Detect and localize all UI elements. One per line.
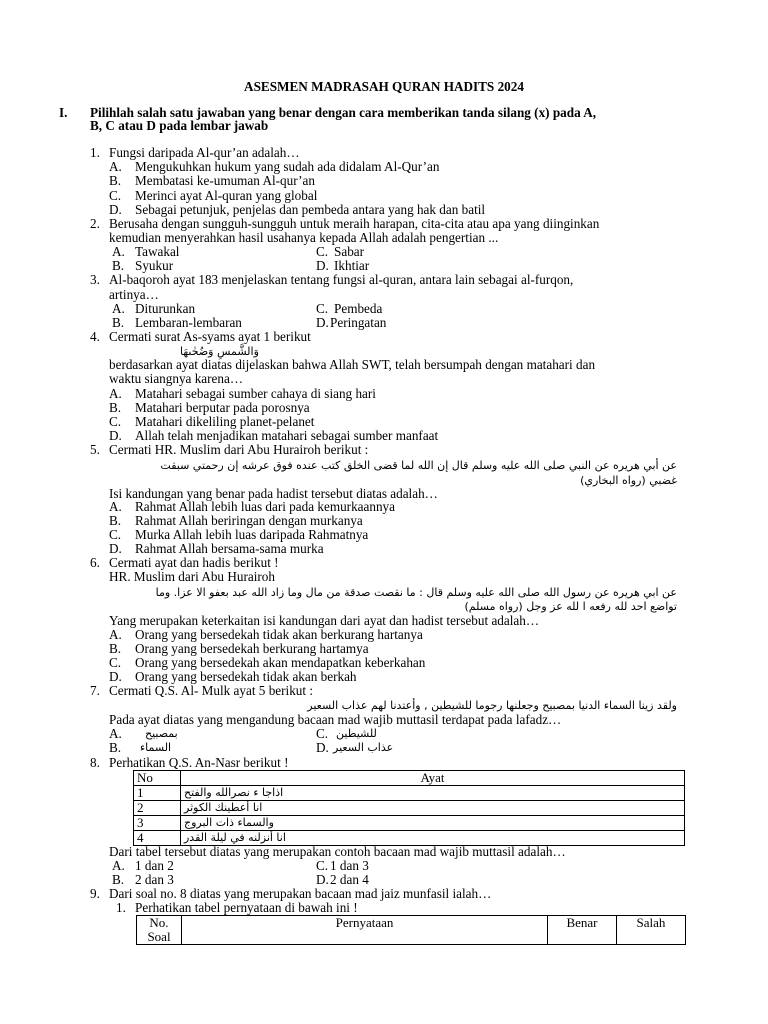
table-cell-no: 1 — [134, 786, 181, 801]
question-7-question: Pada ayat diatas yang mengandung bacaan mad wajib muttasil terdapat pada lafadz… — [109, 712, 562, 727]
question-6-source: HR. Muslim dari Abu Hurairoh — [109, 569, 275, 584]
question-9-text: Dari soal no. 8 diatas yang merupakan bacaan mad jaiz munfasil ialah… — [109, 886, 492, 901]
q2-option-d-text: Ikhtiar — [334, 258, 370, 273]
q6-option-d-text: Orang yang bersedekah tidak akan berkah — [135, 669, 357, 684]
q8-option-b-text: 2 dan 3 — [135, 872, 174, 887]
instruction-line-2: B, C atau D pada lembar jawab — [90, 118, 269, 133]
table-row — [134, 801, 685, 816]
q1-option-a-text: Mengukuhkan hukum yang sudah ada didalam Al-Qur’an — [135, 159, 440, 174]
q6-option-b-label: B. — [109, 641, 122, 656]
question-5-arabic-line-2: غضبي (رواه البخاري) — [580, 474, 677, 487]
q2-option-b-text: Syukur — [135, 258, 174, 273]
question-7-text: Cermati Q.S. Al- Mulk ayat 5 berikut : — [109, 683, 314, 698]
q4-option-b-label: B. — [109, 400, 122, 415]
table-header-no-soal — [137, 916, 182, 945]
q4-option-c-label: C. — [109, 414, 122, 429]
q2-option-d-label: D. — [316, 258, 329, 273]
question-3-line-1: Al-baqoroh ayat 183 menjelaskan tentang fungsi al-quran, antara lain sebagai al-furqon, — [109, 272, 574, 287]
question-5-arabic-line-1: عن أبي هريره عن النبي صلى الله عليه وسلم قال إن الله لما قضى الخلق كتب عنده فوق عرشه إن رحمتي سبقت — [160, 459, 677, 472]
instruction-line-1: Pilihlah salah satu jawaban yang benar dengan cara memberikan tanda silang (x) pada A, — [90, 105, 597, 120]
question-7-number: 7. — [90, 683, 100, 698]
question-6-arabic-line-1: عن ابي هريره عن رسول الله صلى الله عليه وسلم قال : ما نقصت صدقة من مال وما زاد الله عبد بعفو الا عزا. وما — [155, 586, 677, 599]
q3-option-c-text: Pembeda — [334, 301, 383, 316]
q5-option-d-text: Rahmat Allah bersama-sama murka — [135, 541, 324, 556]
table-cell-ayat: انا أعطينك الكوثر — [181, 801, 685, 816]
q6-option-b-text: Orang yang bersedekah berkurang hartamya — [135, 641, 369, 656]
q4-option-a-label: A. — [109, 386, 122, 401]
q7-option-a-label: A. — [109, 726, 122, 741]
question-8-number: 8. — [90, 755, 100, 770]
q1-option-b-text: Membatasi ke-umuman Al-qur’an — [135, 173, 315, 188]
question-2-line-2: kemudian menyerahkan hasil usahanya kepada Allah adalah pengertian ... — [109, 230, 499, 245]
q8-option-d-label: D. — [316, 872, 329, 887]
q8-option-c-text: 1 dan 3 — [330, 858, 369, 873]
q7-option-d-label: D. — [316, 740, 329, 755]
question-5-text: Cermati HR. Muslim dari Abu Hurairoh berikut : — [109, 442, 369, 457]
question-5-question: Isi kandungan yang benar pada hadist tersebut diatas adalah… — [109, 486, 438, 501]
q3-option-a-label: A. — [112, 301, 125, 316]
question-8-question: Dari tabel tersebut diatas yang merupakan contoh bacaan mad wajib muttasil adalah… — [109, 844, 566, 859]
q1-option-b-label: B. — [109, 173, 122, 188]
question-3-line-2: artinya… — [109, 287, 159, 302]
q3-option-d-label: D. — [316, 315, 329, 330]
q4-option-c-text: Matahari dikeliling planet-pelanet — [135, 414, 315, 429]
header-soal-label: Soal — [147, 929, 171, 944]
question-4-line-3: waktu siangnya karena… — [109, 371, 244, 386]
question-3-number: 3. — [90, 272, 100, 287]
table-cell-no: 2 — [134, 801, 181, 816]
q7-option-c-label: C. — [316, 726, 329, 741]
q2-option-c-text: Sabar — [334, 244, 365, 259]
q5-option-b-text: Rahmat Allah beriringan dengan murkanya — [135, 513, 363, 528]
q5-option-d-label: D. — [109, 541, 122, 556]
q4-option-d-label: D. — [109, 428, 122, 443]
q3-option-c-label: C. — [316, 301, 329, 316]
q8-option-a-label: A. — [112, 858, 125, 873]
q5-option-b-label: B. — [109, 513, 122, 528]
page-title: ASESMEN MADRASAH QURAN HADITS 2024 — [244, 79, 524, 94]
q6-option-c-label: C. — [109, 655, 122, 670]
q2-option-a-label: A. — [112, 244, 125, 259]
q6-option-d-label: D. — [109, 669, 122, 684]
ayat-table — [133, 770, 685, 846]
q2-option-b-label: B. — [112, 258, 125, 273]
sub-question-1-number: 1. — [116, 900, 126, 915]
q1-option-d-text: Sebagai petunjuk, penjelas dan pembeda antara yang hak dan batil — [135, 202, 486, 217]
table-row — [134, 816, 685, 831]
question-6-text: Cermati ayat dan hadis berikut ! — [109, 555, 279, 570]
q4-option-d-text: Allah telah menjadikan matahari sebagai sumber manfaat — [135, 428, 439, 443]
table-cell-ayat: اذاجا ء نصرالله والفتح — [181, 786, 685, 801]
q7-option-a-text: بمصبيح — [145, 727, 178, 740]
statement-table — [136, 915, 686, 945]
question-1-number: 1. — [90, 145, 100, 160]
header-no-label: No. — [149, 915, 169, 930]
q5-option-c-label: C. — [109, 527, 122, 542]
question-7-arabic: ولقد زينا السماء الدنيا بمصبيح وجعلنها رجوما للشيطين , وأعتدنا لهم عذاب السعير — [307, 699, 677, 712]
q1-option-c-label: C. — [109, 188, 122, 203]
q6-option-a-text: Orang yang bersedekah tidak akan berkurang hartanya — [135, 627, 423, 642]
q7-option-d-text: عذاب السعير — [333, 741, 394, 754]
question-4-arabic: وَالشَّمسِ وَضُحٰىهَا — [180, 345, 259, 358]
question-4-number: 4. — [90, 329, 100, 344]
table-header-no: No — [134, 771, 181, 786]
table-cell-ayat: انا أنزلنه في ليلة القدر — [181, 831, 685, 846]
q5-option-a-text: Rahmat Allah lebih luas dari pada kemurkaannya — [135, 499, 396, 514]
question-1-text: Fungsi daripada Al-qur’an adalah… — [109, 145, 300, 160]
table-cell-no: 4 — [134, 831, 181, 846]
section-number: I. — [59, 105, 68, 120]
q2-option-a-text: Tawakal — [135, 244, 180, 259]
q1-option-c-text: Merinci ayat Al-quran yang global — [135, 188, 318, 203]
question-2-number: 2. — [90, 216, 100, 231]
q6-option-a-label: A. — [109, 627, 122, 642]
table-header-benar: Benar — [548, 916, 617, 945]
table-row — [134, 786, 685, 801]
table-header-ayat: Ayat — [181, 771, 685, 786]
q6-option-c-text: Orang yang bersedekah akan mendapatkan keberkahan — [135, 655, 426, 670]
q3-option-b-text: Lembaran-lembaran — [135, 315, 242, 330]
q8-option-c-label: C. — [316, 858, 329, 873]
table-cell-ayat: والسماء ذات البروج — [181, 816, 685, 831]
q7-option-b-text: السماء — [140, 741, 172, 754]
q7-option-b-label: B. — [109, 740, 122, 755]
question-2-line-1: Berusaha dengan sungguh-sungguh untuk meraih harapan, cita-cita atau apa yang diinginkan — [109, 216, 600, 231]
question-4-line-2: berdasarkan ayat diatas dijelaskan bahwa Allah SWT, telah bersumpah dengan matahari dan — [109, 357, 596, 372]
question-9-number: 9. — [90, 886, 100, 901]
sub-question-1-text: Perhatikan tabel pernyataan di bawah ini ! — [135, 900, 358, 915]
q3-option-d-text: Peringatan — [330, 315, 387, 330]
q5-option-c-text: Murka Allah lebih luas daripada Rahmatnya — [135, 527, 369, 542]
q1-option-a-label: A. — [109, 159, 122, 174]
q2-option-c-label: C. — [316, 244, 329, 259]
table-header-pernyataan: Pernyataan — [182, 916, 548, 945]
q8-option-b-label: B. — [112, 872, 125, 887]
question-6-question: Yang merupakan keterkaitan isi kandungan dari ayat dan hadist tersebut adalah… — [109, 613, 540, 628]
q7-option-c-text: للشيطين — [336, 727, 377, 740]
q4-option-a-text: Matahari sebagai sumber cahaya di siang hari — [135, 386, 376, 401]
q4-option-b-text: Matahari berputar pada porosnya — [135, 400, 310, 415]
q8-option-a-text: 1 dan 2 — [135, 858, 174, 873]
question-8-text: Perhatikan Q.S. An-Nasr berikut ! — [109, 755, 289, 770]
question-6-number: 6. — [90, 555, 100, 570]
q5-option-a-label: A. — [109, 499, 122, 514]
q3-option-a-text: Diturunkan — [135, 301, 196, 316]
q1-option-d-label: D. — [109, 202, 122, 217]
table-cell-no: 3 — [134, 816, 181, 831]
q8-option-d-text: 2 dan 4 — [330, 872, 369, 887]
question-5-number: 5. — [90, 442, 100, 457]
q3-option-b-label: B. — [112, 315, 125, 330]
question-4-text: Cermati surat As-syams ayat 1 berikut — [109, 329, 311, 344]
table-header-salah: Salah — [617, 916, 686, 945]
question-6-arabic-line-2: تواضع احد لله رفعه ا لله عز وجل (رواه مسلم) — [464, 600, 677, 613]
